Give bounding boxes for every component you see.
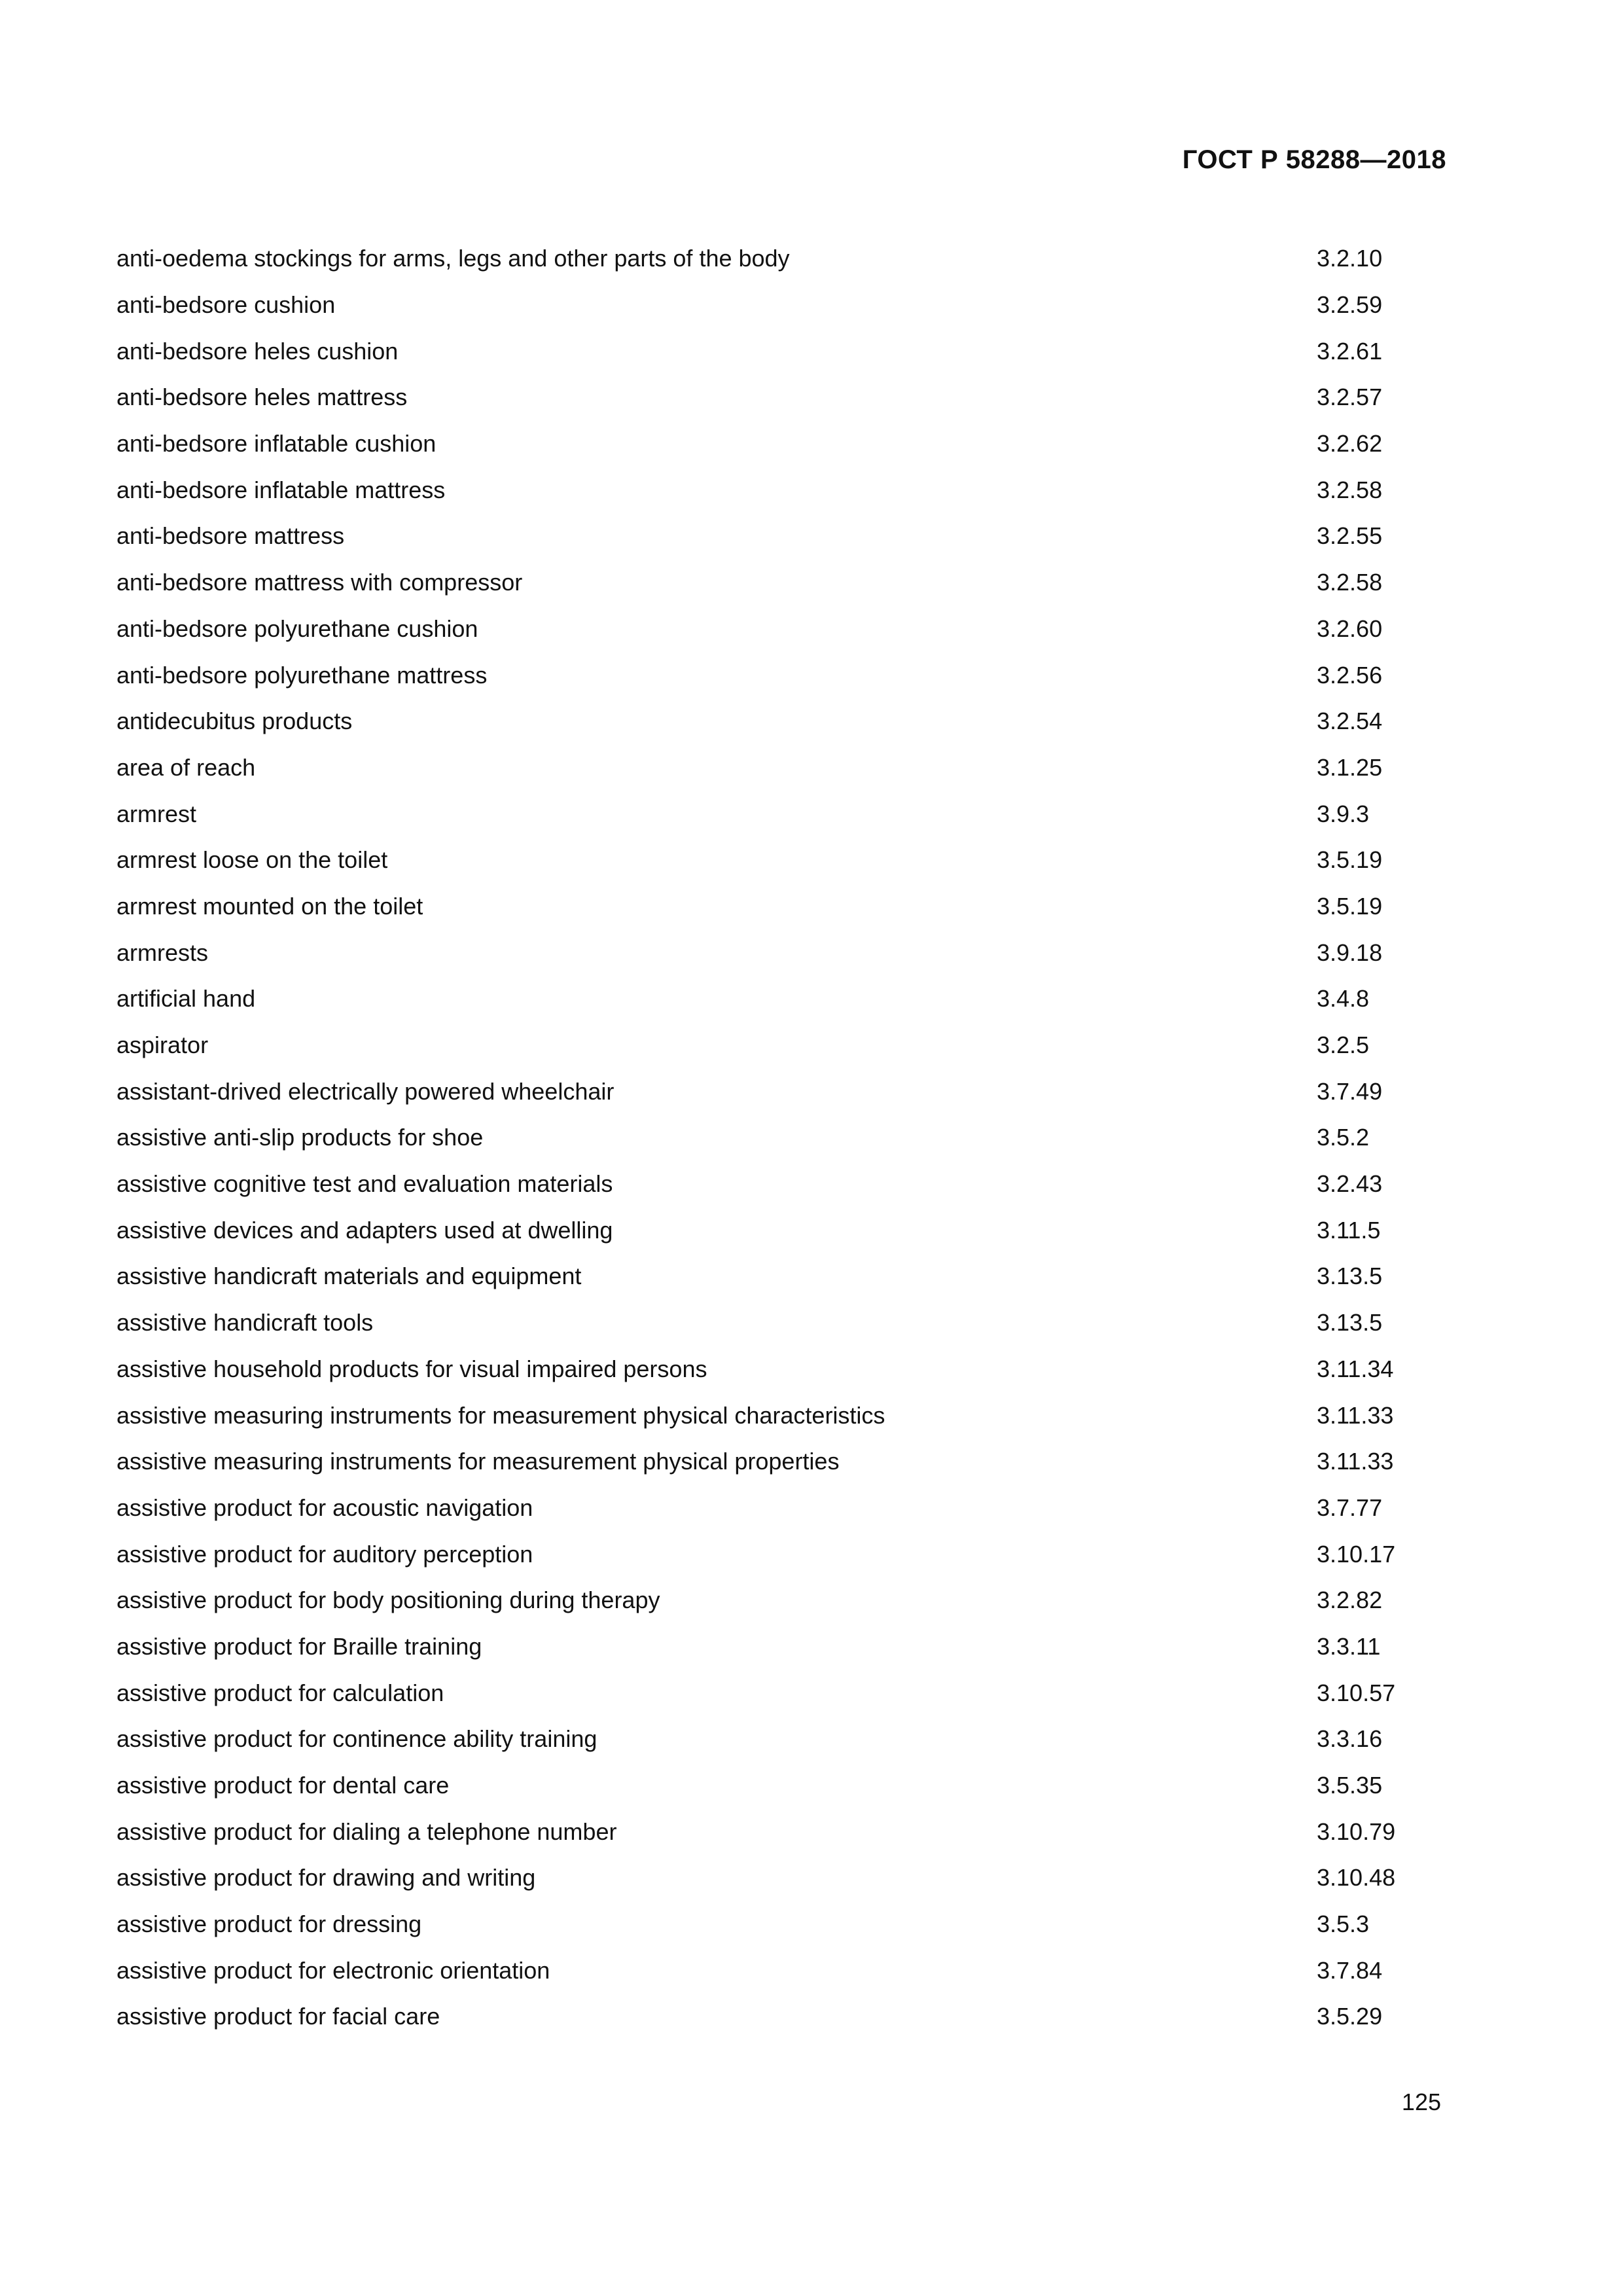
index-reference-number: 3.5.29: [1317, 2003, 1383, 2030]
index-term: assistive household products for visual impaired persons: [116, 1355, 707, 1382]
index-reference-number: 3.11.33: [1317, 1401, 1394, 1429]
index-entry: [116, 791, 1425, 837]
index-term: assistive handicraft materials and equipment: [116, 1263, 582, 1290]
index-reference-number: 3.5.2: [1317, 1124, 1370, 1151]
index-entry: [116, 884, 1425, 930]
index-entry: [116, 1624, 1425, 1670]
index-term: assistive product for electronic orientation: [116, 1956, 550, 1984]
index-reference-number: 3.5.19: [1317, 892, 1383, 920]
index-reference-number: 3.2.62: [1317, 430, 1383, 457]
index-term: assistive product for body positioning during therapy: [116, 1587, 660, 1614]
index-entry: [116, 1763, 1425, 1809]
index-reference-number: 3.11.34: [1317, 1355, 1394, 1382]
index-entry: [116, 467, 1425, 513]
index-reference-number: 3.2.58: [1317, 476, 1383, 503]
index-entry: [116, 698, 1425, 745]
index-reference-number: 3.2.59: [1317, 291, 1383, 319]
index-reference-number: 3.5.3: [1317, 1910, 1370, 1938]
index-entry: [116, 1901, 1425, 1948]
index-reference-number: 3.7.77: [1317, 1494, 1383, 1521]
index-term: anti-bedsore heles mattress: [116, 384, 408, 411]
index-entry: [116, 1068, 1425, 1115]
index-reference-number: 3.2.60: [1317, 615, 1383, 642]
index-term: armrest: [116, 800, 197, 827]
index-reference-number: 3.2.10: [1317, 245, 1383, 272]
index-term: anti-bedsore inflatable mattress: [116, 476, 446, 503]
page-number: 125: [1401, 2089, 1441, 2115]
index-entry: [116, 1808, 1425, 1855]
index-reference-number: 3.2.55: [1317, 522, 1383, 550]
index-reference-number: 3.13.5: [1317, 1309, 1383, 1336]
index-reference-number: 3.2.57: [1317, 384, 1383, 411]
index-entry: [116, 1115, 1425, 1161]
index-reference-number: 3.10.79: [1317, 1818, 1396, 1845]
index-entry: [116, 1346, 1425, 1393]
index-reference-number: 3.9.18: [1317, 939, 1383, 966]
index-reference-number: 3.4.8: [1317, 985, 1370, 1013]
index-entry: [116, 374, 1425, 421]
index-term: armrests: [116, 939, 209, 966]
index-entry: [116, 976, 1425, 1022]
index-term: assistive measuring instruments for measurement physical properties: [116, 1448, 840, 1475]
index-term: anti-bedsore heles cushion: [116, 337, 399, 365]
index-term: assistive product for dental care: [116, 1772, 450, 1799]
index-reference-number: 3.10.57: [1317, 1679, 1396, 1706]
index-reference-number: 3.11.33: [1317, 1448, 1394, 1475]
index-term: anti-bedsore mattress with compressor: [116, 569, 523, 596]
index-reference-number: 3.2.61: [1317, 337, 1383, 365]
index-term: assistive measuring instruments for measurement physical characteristics: [116, 1401, 885, 1429]
index-reference-number: 3.3.11: [1317, 1632, 1381, 1660]
index-entry: [116, 1392, 1425, 1439]
index-entry: [116, 1485, 1425, 1532]
index-reference-number: 3.2.43: [1317, 1170, 1383, 1198]
index-reference-number: 3.7.84: [1317, 1956, 1383, 1984]
index-entry: [116, 1161, 1425, 1208]
index-entry: [116, 1994, 1425, 2040]
index-reference-number: 3.2.58: [1317, 569, 1383, 596]
index-reference-number: 3.2.56: [1317, 661, 1383, 689]
index-term: assistive product for calculation: [116, 1679, 444, 1706]
index-term: armrest mounted on the toilet: [116, 892, 423, 920]
index-term: anti-oedema stockings for arms, legs and other parts of the body: [116, 245, 790, 272]
index-term: assistant-drived electrically powered wheelchair: [116, 1077, 615, 1105]
index-term: artificial hand: [116, 985, 256, 1013]
index-reference-number: 3.2.5: [1317, 1031, 1370, 1059]
index-entry: [116, 236, 1425, 282]
index-term: assistive product for acoustic navigation: [116, 1494, 533, 1521]
index-term: assistive product for Braille training: [116, 1632, 482, 1660]
index-term: assistive product for drawing and writing: [116, 1864, 536, 1892]
index-term: antidecubitus products: [116, 708, 353, 735]
index-reference-number: 3.9.3: [1317, 800, 1370, 827]
index-reference-number: 3.1.25: [1317, 753, 1383, 781]
index-reference-number: 3.13.5: [1317, 1263, 1383, 1290]
index-term: assistive product for dressing: [116, 1910, 422, 1938]
index-term: assistive product for facial care: [116, 2003, 440, 2030]
index-reference-number: 3.2.82: [1317, 1587, 1383, 1614]
index-term: assistive product for auditory perception: [116, 1540, 533, 1568]
index-entry: [116, 1947, 1425, 1994]
index-entry: [116, 1670, 1425, 1716]
index-reference-number: 3.11.5: [1317, 1216, 1381, 1244]
index-entry: [116, 1531, 1425, 1577]
index-reference-number: 3.2.54: [1317, 708, 1383, 735]
index-term: anti-bedsore mattress: [116, 522, 345, 550]
term-index-list: [116, 236, 1425, 2040]
index-entry: [116, 1022, 1425, 1069]
index-entry: [116, 1577, 1425, 1624]
index-entry: [116, 1855, 1425, 1901]
index-term: anti-bedsore cushion: [116, 291, 336, 319]
index-reference-number: 3.5.35: [1317, 1772, 1383, 1799]
index-entry: [116, 328, 1425, 374]
index-entry: [116, 1439, 1425, 1485]
index-entry: [116, 513, 1425, 560]
index-term: armrest loose on the toilet: [116, 846, 388, 874]
index-entry: [116, 421, 1425, 467]
index-entry: [116, 1716, 1425, 1763]
index-term: anti-bedsore polyurethane mattress: [116, 661, 488, 689]
index-term: assistive product for continence ability training: [116, 1725, 597, 1753]
index-reference-number: 3.10.17: [1317, 1540, 1396, 1568]
index-entry: [116, 652, 1425, 698]
index-term: anti-bedsore inflatable cushion: [116, 430, 437, 457]
document-code-header: ГОСТ Р 58288—2018: [1182, 145, 1446, 174]
index-term: anti-bedsore polyurethane cushion: [116, 615, 478, 642]
index-term: assistive anti-slip products for shoe: [116, 1124, 484, 1151]
index-reference-number: 3.7.49: [1317, 1077, 1383, 1105]
index-term: assistive cognitive test and evaluation materials: [116, 1170, 613, 1198]
index-term: assistive handicraft tools: [116, 1309, 374, 1336]
index-entry: [116, 1300, 1425, 1346]
index-term: area of reach: [116, 753, 256, 781]
index-entry: [116, 929, 1425, 976]
index-entry: [116, 282, 1425, 329]
index-term: assistive product for dialing a telephone number: [116, 1818, 617, 1845]
index-reference-number: 3.5.19: [1317, 846, 1383, 874]
index-reference-number: 3.3.16: [1317, 1725, 1383, 1753]
index-entry: [116, 837, 1425, 884]
index-entry: [116, 1207, 1425, 1253]
index-reference-number: 3.10.48: [1317, 1864, 1396, 1892]
index-term: assistive devices and adapters used at dwelling: [116, 1216, 613, 1244]
index-entry: [116, 745, 1425, 791]
index-term: aspirator: [116, 1031, 209, 1059]
index-entry: [116, 560, 1425, 606]
index-entry: [116, 1253, 1425, 1300]
index-entry: [116, 606, 1425, 653]
